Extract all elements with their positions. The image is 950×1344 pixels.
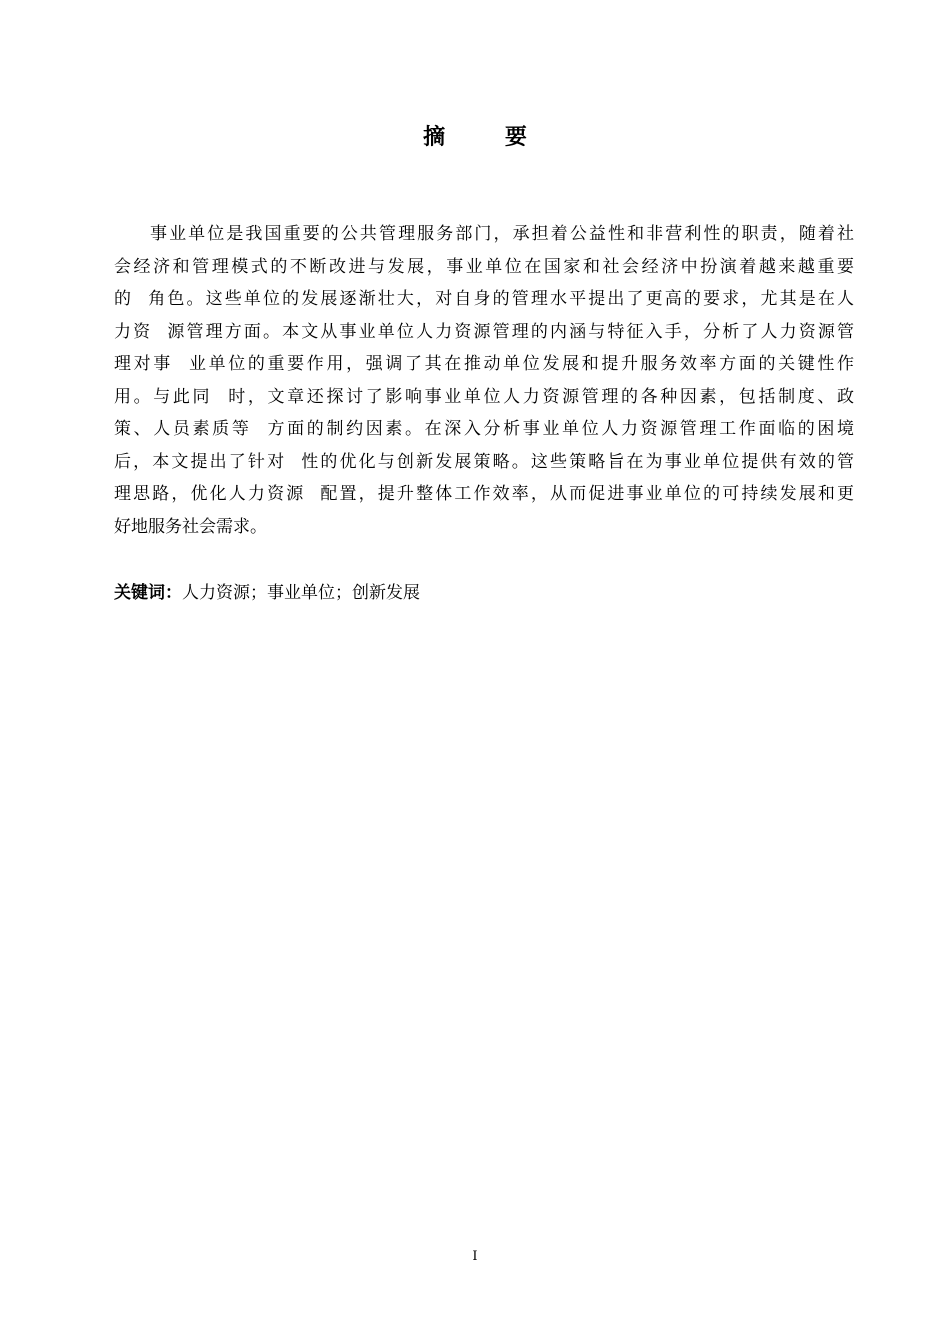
abstract-line: 理思路，优化人力资源 配置，提升整体工作效率，从而促进事业单位的可持续发展和更 (114, 484, 854, 504)
page-number: I (472, 1249, 478, 1264)
abstract-title: 摘 要 (423, 125, 553, 150)
abstract-body (114, 218, 854, 543)
abstract-line: 的 角色。这些单位的发展逐渐壮大，对自身的管理水平提出了更高的要求，尤其是在人 (114, 289, 854, 309)
keywords-label: 关键词： (114, 583, 182, 603)
keywords-section (114, 578, 854, 608)
keywords-value: 人力资源；事业单位；创新发展 (182, 583, 420, 603)
abstract-line: 力资 源管理方面。本文从事业单位人力资源管理的内涵与特征入手，分析了人力资源管 (114, 321, 854, 342)
abstract-line: 理对事 业单位的重要作用，强调了其在推动单位发展和提升服务效率方面的关键性作 (114, 354, 854, 374)
abstract-line: 策、人员素质等 方面的制约因素。在深入分析事业单位人力资源管理工作面临的困境 (114, 419, 854, 439)
abstract-line: 用。与此同 时，文章还探讨了影响事业单位人力资源管理的各种因素，包括制度、政 (114, 386, 854, 407)
abstract-line: 会经济和管理模式的不断改进与发展，事业单位在国家和社会经济中扮演着越来越重要 (114, 256, 854, 277)
abstract-line: 好地服务社会需求。 (114, 516, 267, 537)
abstract-line: 后，本文提出了针对 性的优化与创新发展策略。这些策略旨在为事业单位提供有效的管 (114, 451, 854, 472)
abstract-line: 事业单位是我国重要的公共管理服务部门，承担着公益性和非营利性的职责，随着社 (150, 224, 854, 244)
